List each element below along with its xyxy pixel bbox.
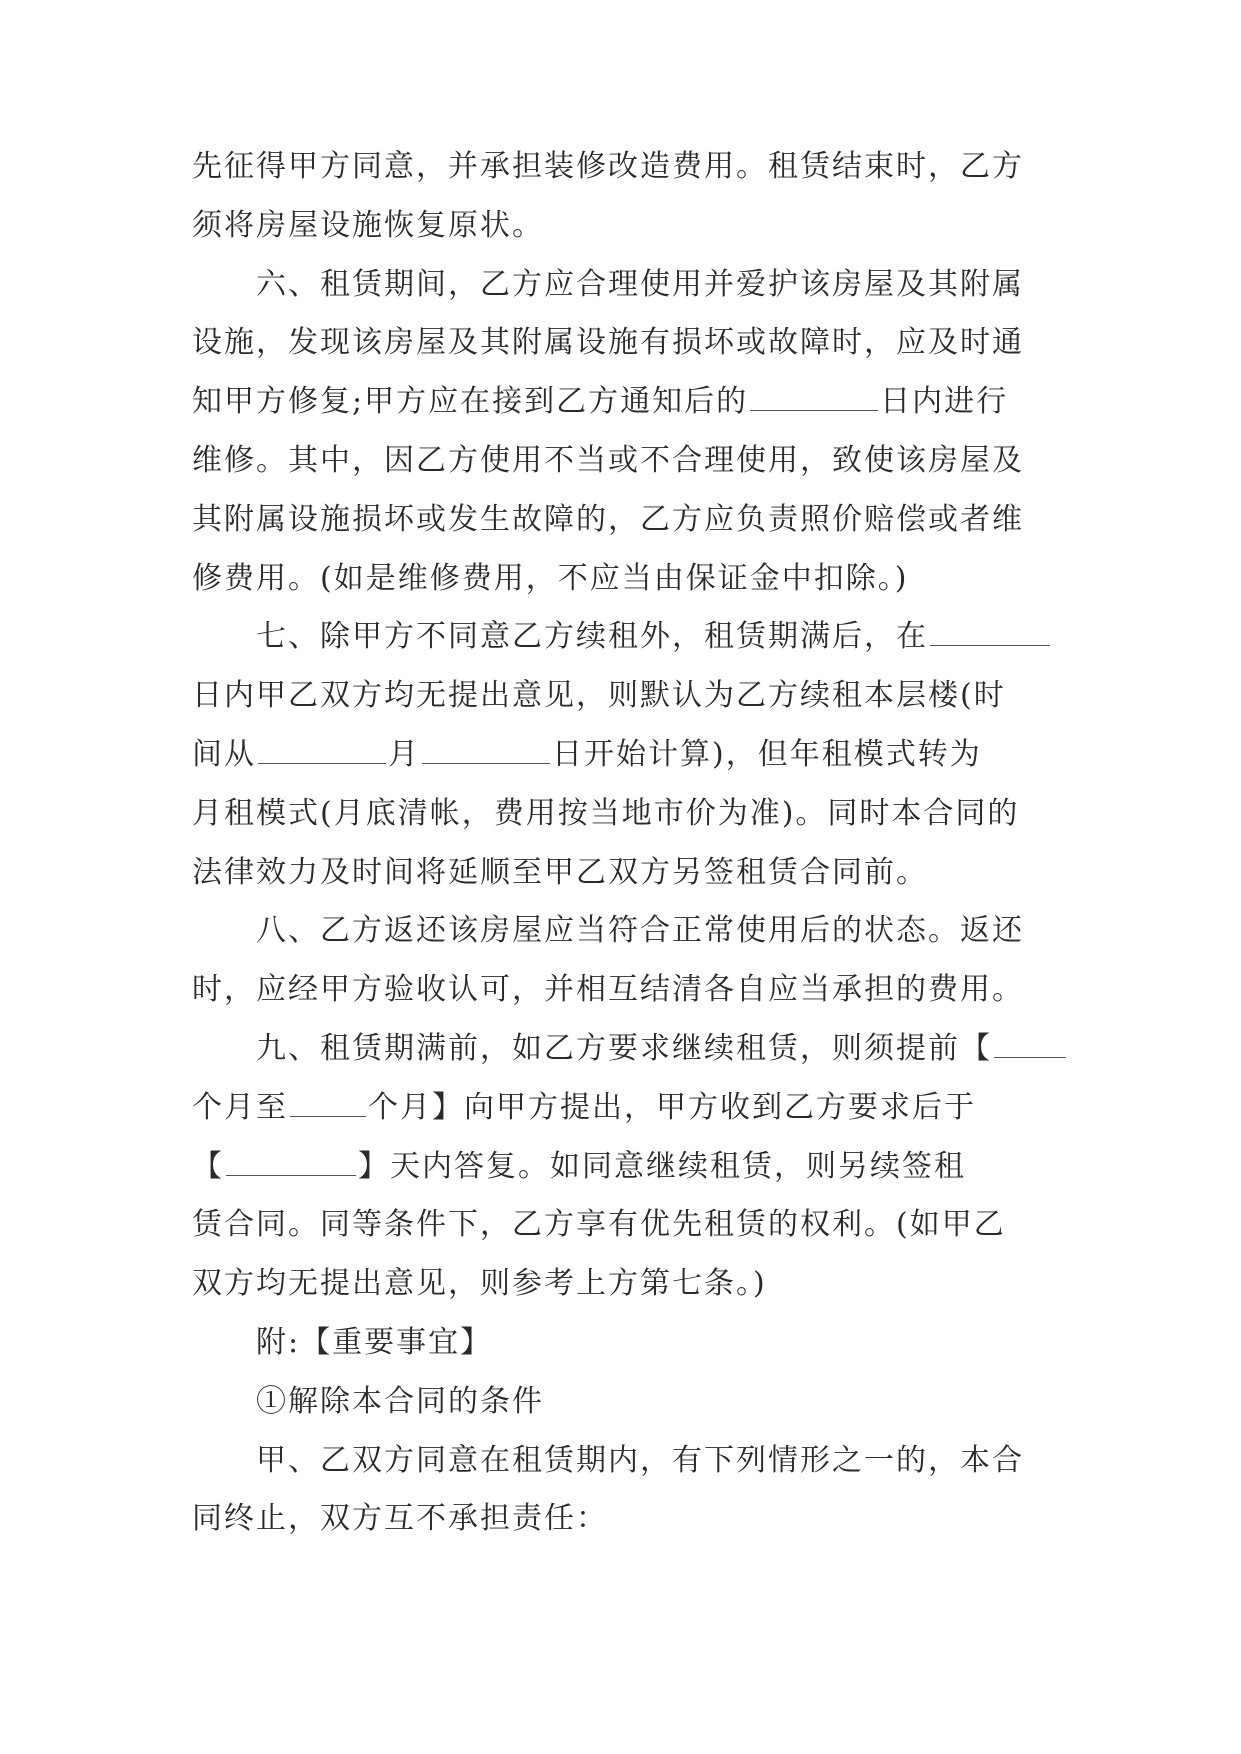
renewal-days-blank xyxy=(930,623,1050,646)
text-line xyxy=(192,373,1052,432)
line-text: 日开始计算)，但年租模式转为 xyxy=(552,736,982,772)
text-line xyxy=(192,667,1052,726)
line-text: 维修。其中，因乙方使用不当或不合理使用，致使该房屋及 xyxy=(192,442,1024,478)
line-text: 月租模式(月底清帐，费用按当地市价为准)。同时本合同的 xyxy=(192,795,1020,831)
line-text: 日内甲乙双方均无提出意见，则默认为乙方续租本层楼(时 xyxy=(192,678,1006,714)
line-text: 甲、乙双方同意在租赁期内，有下列情形之一的，本合 xyxy=(256,1442,1024,1478)
line-text: 【 xyxy=(192,1148,224,1184)
clause-nine-heading-line xyxy=(192,1020,1052,1079)
clause-seven-heading-line xyxy=(192,608,1052,667)
line-text: 知甲方修复;甲方应在接到乙方通知后的 xyxy=(192,384,749,420)
line-text: 同终止，双方互不承担责任： xyxy=(192,1501,608,1537)
line-text: 间从 xyxy=(192,736,256,772)
line-text: 设施，发现该房屋及其附属设施有损坏或故障时，应及时通 xyxy=(192,325,1024,361)
text-line xyxy=(192,961,1052,1020)
line-text: 修费用。(如是维修费用，不应当由保证金中扣除。) xyxy=(192,560,909,596)
notice-months-from-blank xyxy=(994,1035,1066,1058)
clause-eight-heading-line xyxy=(192,902,1052,961)
line-text: 附:【重要事宜】 xyxy=(256,1324,493,1360)
repair-days-blank xyxy=(750,388,878,411)
text-line xyxy=(192,491,1052,550)
line-text: 须将房屋设施恢复原状。 xyxy=(192,207,544,243)
line-text: 个月】向甲方提出，甲方收到乙方要求后于 xyxy=(368,1089,976,1125)
text-line xyxy=(192,1138,1052,1197)
contract-body xyxy=(192,138,1052,1549)
line-text: 时，应经甲方验收认可，并相互结清各自应当承担的费用。 xyxy=(192,972,1024,1008)
text-line xyxy=(192,1255,1052,1314)
text-line xyxy=(192,550,1052,609)
line-text: 个月至 xyxy=(192,1089,288,1125)
line-text: 月 xyxy=(388,736,420,772)
line-text: 六、租赁期间，乙方应合理使用并爱护该房屋及其附属 xyxy=(256,266,1024,302)
line-text: 其附属设施损坏或发生故障的，乙方应负责照价赔偿或者维 xyxy=(192,501,1024,537)
line-text: 】天内答复。如同意继续租赁，则另续签租 xyxy=(358,1148,966,1184)
text-line xyxy=(192,844,1052,903)
text-line xyxy=(192,726,1052,785)
appendix-item-heading xyxy=(192,1373,1052,1432)
text-line xyxy=(192,138,1052,197)
appendix-heading xyxy=(192,1314,1052,1373)
reply-days-blank xyxy=(226,1153,356,1176)
text-line xyxy=(192,785,1052,844)
text-line xyxy=(192,1432,1052,1491)
text-line xyxy=(192,1079,1052,1138)
clause-six-heading-line xyxy=(192,256,1052,315)
notice-months-to-blank xyxy=(290,1094,366,1117)
text-line xyxy=(192,1490,1052,1549)
line-text: 七、除甲方不同意乙方续租外，租赁期满后，在 xyxy=(256,619,928,655)
line-text: 双方均无提出意见，则参考上方第七条。) xyxy=(192,1266,767,1302)
line-text: 赁合同。同等条件下，乙方享有优先租赁的权利。(如甲乙 xyxy=(192,1207,1006,1243)
text-line xyxy=(192,197,1052,256)
line-text: 先征得甲方同意，并承担装修改造费用。租赁结束时，乙方 xyxy=(192,149,1024,184)
line-text: 日内进行 xyxy=(880,384,1009,420)
line-text: 法律效力及时间将延顺至甲乙双方另签租赁合同前。 xyxy=(192,854,928,890)
start-month-blank xyxy=(258,741,386,764)
text-line xyxy=(192,314,1052,373)
line-text: 九、租赁期满前，如乙方要求继续租赁，则须提前【 xyxy=(256,1030,992,1066)
line-text: ①解除本合同的条件 xyxy=(256,1383,544,1419)
text-line xyxy=(192,432,1052,491)
start-day-blank xyxy=(422,741,550,764)
line-text: 八、乙方返还该房屋应当符合正常使用后的状态。返还 xyxy=(256,913,1024,949)
text-line xyxy=(192,1196,1052,1255)
